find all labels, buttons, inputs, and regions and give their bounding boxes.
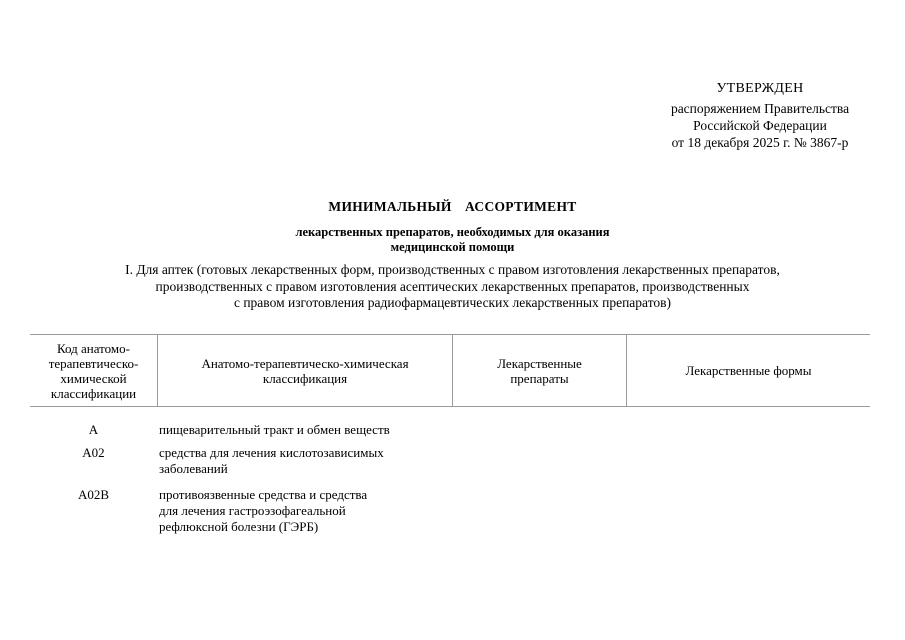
header-preparations-line: Лекарственные: [497, 355, 582, 371]
header-classification-line: Анатомо-терапевтическо-химическая: [201, 355, 409, 371]
approval-heading: УТВЕРЖДЕН: [716, 81, 804, 96]
row-code: A: [88, 422, 99, 437]
row-description-line: заболеваний: [159, 461, 228, 476]
document-title: МИНИМАЛЬНЫЙ АССОРТИМЕНТ: [328, 199, 577, 214]
approval-block: [640, 81, 880, 151]
header-code-line: химической: [60, 370, 127, 386]
header-preparations-line: препараты: [510, 370, 569, 386]
header-forms: [627, 334, 870, 407]
header-forms-line: Лекарственные формы: [685, 363, 812, 378]
section-line: производственных с правом изготовления асептических лекарственных препаратов, производственных: [155, 278, 750, 294]
subtitle-line: медицинской помощи: [390, 240, 515, 254]
row-description-line: для лечения гастроэзофагеальной: [159, 503, 346, 518]
row-description-line: средства для лечения кислотозависимых: [159, 445, 384, 460]
subtitle-line: лекарственных препаратов, необходимых для оказания: [295, 225, 610, 239]
row-description: [159, 487, 449, 535]
row-code: A02: [82, 445, 105, 460]
row-description-line: пищеварительный тракт и обмен веществ: [159, 422, 390, 437]
header-code: [30, 334, 157, 407]
section-line: I. Для аптек (готовых лекарственных форм, производственных с правом изготовления лекарственных препаратов,: [125, 262, 780, 277]
section-heading: [30, 262, 875, 312]
approval-line: от 18 декабря 2025 г. № 3867-р: [671, 135, 849, 150]
row-code: A02B: [77, 487, 110, 502]
header-code-line: терапевтическо-: [48, 355, 139, 371]
header-code-line: Код анатомо-: [57, 340, 130, 356]
header-classification-line: классификация: [262, 370, 348, 386]
header-code-line: классификации: [50, 385, 137, 401]
header-classification: [158, 334, 452, 407]
approval-line: распоряжением Правительства: [670, 101, 850, 116]
approval-line: Российской Федерации: [693, 118, 827, 133]
row-description: [159, 445, 449, 477]
row-description: [159, 422, 449, 438]
document-subtitle: [0, 225, 905, 255]
header-preparations: [453, 334, 626, 407]
row-description-line: противоязвенные средства и средства: [159, 487, 368, 502]
row-description-line: рефлюксной болезни (ГЭРБ): [159, 519, 319, 534]
section-line: с правом изготовления радиофармацевтических лекарственных препаратов): [233, 295, 672, 310]
